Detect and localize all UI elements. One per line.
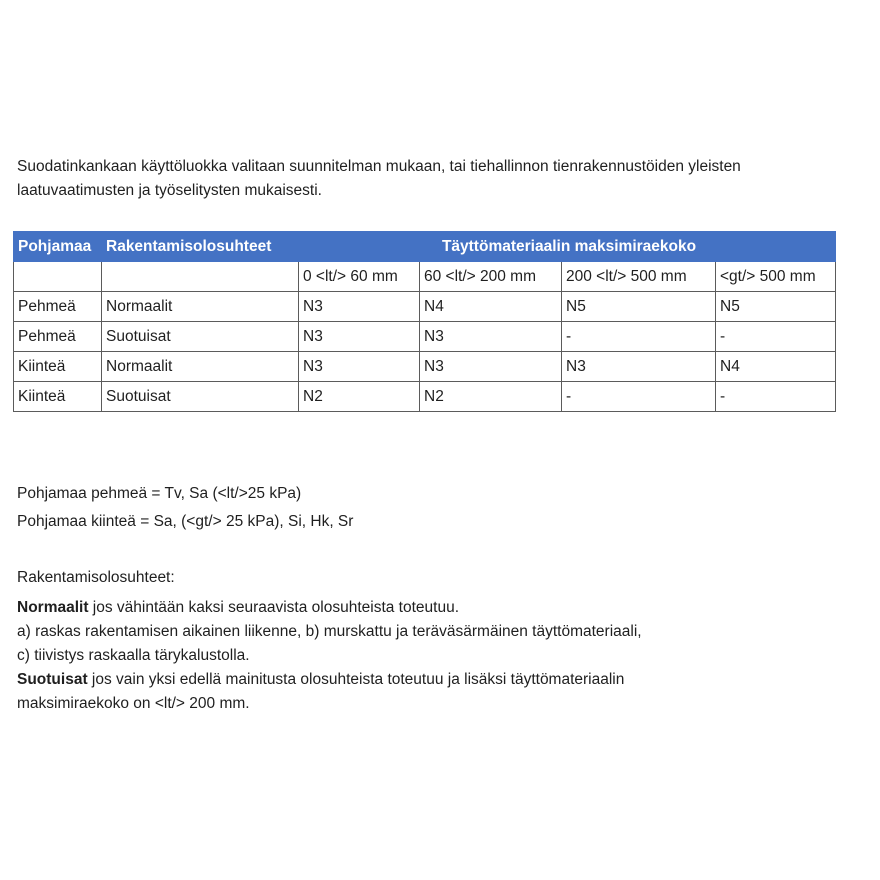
cell-olosuhteet: Normaalit <box>102 292 299 322</box>
table-header-row <box>14 232 836 262</box>
definition-soft: Pohjamaa pehmeä = Tv, Sa (<lt/>25 kPa) <box>17 485 302 502</box>
notes-heading: Rakentamisolosuhteet: <box>17 569 175 586</box>
favorable-text: jos vain yksi edellä mainitusta olosuhteista toteutuu ja lisäksi täyttömateriaalin <box>87 671 625 688</box>
cell-pohjamaa: Pehmeä <box>14 322 102 352</box>
conditions-line-2: c) tiivistys raskaalla tärykalustolla. <box>17 647 250 664</box>
cell-class: N3 <box>420 352 562 382</box>
cell-class: N3 <box>299 322 420 352</box>
cell-olosuhteet: Suotuisat <box>102 322 299 352</box>
definition-firm: Pohjamaa kiinteä = Sa, (<gt/> 25 kPa), Si, Hk, Sr <box>17 513 354 530</box>
header-rakentamisolosuhteet: Rakentamisolosuhteet <box>102 232 299 262</box>
subheader-empty-1 <box>14 262 102 292</box>
table-row <box>14 352 836 382</box>
cell-class: N5 <box>716 292 836 322</box>
normal-definition <box>17 596 867 620</box>
cell-class: N2 <box>420 382 562 412</box>
intro-paragraph <box>17 155 867 203</box>
favorable-term: Suotuisat <box>17 671 88 688</box>
cell-pohjamaa: Kiinteä <box>14 352 102 382</box>
table-row <box>14 382 836 412</box>
classification-table <box>13 231 836 412</box>
cell-class: - <box>716 322 836 352</box>
cell-class: - <box>562 382 716 412</box>
cell-class: N3 <box>562 352 716 382</box>
table-row <box>14 322 836 352</box>
cell-class: N3 <box>299 292 420 322</box>
conditions-line-1: a) raskas rakentamisen aikainen liikenne, b) murskattu ja teräväsärmäinen täyttömateriaali, <box>17 623 642 640</box>
table-subheader-row <box>14 262 836 292</box>
header-maksimiraekoko: Täyttömateriaalin maksimiraekoko <box>299 232 836 262</box>
cell-pohjamaa: Kiinteä <box>14 382 102 412</box>
subheader-empty-2 <box>102 262 299 292</box>
cell-pohjamaa: Pehmeä <box>14 292 102 322</box>
intro-line-1: Suodatinkankaan käyttöluokka valitaan suunnitelman mukaan, tai tiehallinnon tienrakennustöiden yleisten <box>17 158 741 175</box>
normal-term: Normaalit <box>17 599 89 616</box>
subheader-range-4: <gt/> 500 mm <box>716 262 836 292</box>
normal-text: jos vähintään kaksi seuraavista olosuhteista toteutuu. <box>88 599 460 616</box>
cell-class: - <box>716 382 836 412</box>
subheader-range-2: 60 <lt/> 200 mm <box>420 262 562 292</box>
cell-class: N3 <box>420 322 562 352</box>
cell-class: N5 <box>562 292 716 322</box>
cell-olosuhteet: Normaalit <box>102 352 299 382</box>
favorable-line-2: maksimiraekoko on <lt/> 200 mm. <box>17 695 250 712</box>
cell-olosuhteet: Suotuisat <box>102 382 299 412</box>
table-row <box>14 292 836 322</box>
intro-line-2: laatuvaatimusten ja työselitysten mukaisesti. <box>17 182 322 199</box>
cell-class: N2 <box>299 382 420 412</box>
conditions-notes <box>17 566 867 716</box>
cell-class: N3 <box>299 352 420 382</box>
cell-class: N4 <box>420 292 562 322</box>
soil-definitions <box>17 480 353 536</box>
header-pohjamaa: Pohjamaa <box>14 232 102 262</box>
cell-class: - <box>562 322 716 352</box>
subheader-range-1: 0 <lt/> 60 mm <box>299 262 420 292</box>
subheader-range-3: 200 <lt/> 500 mm <box>562 262 716 292</box>
favorable-definition <box>17 668 867 692</box>
cell-class: N4 <box>716 352 836 382</box>
